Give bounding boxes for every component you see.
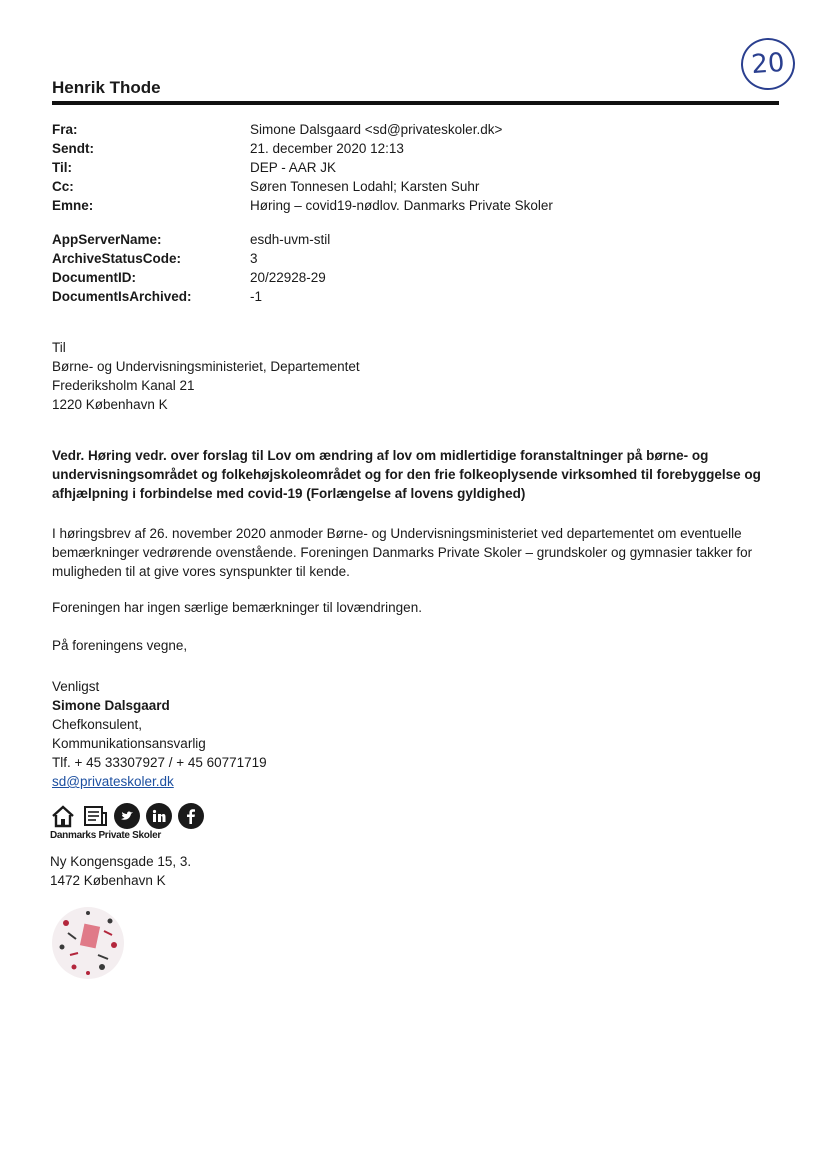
from-value: Simone Dalsgaard <sd@privateskoler.dk> (250, 122, 503, 137)
organization-logo (50, 830, 161, 841)
header-divider (52, 101, 779, 105)
archive-status-label: ArchiveStatusCode: (52, 251, 182, 266)
document-archived-value: -1 (250, 289, 263, 304)
document-archived-label: DocumentIsArchived: (52, 289, 192, 304)
body-paragraph: Foreningen har ingen særlige bemærkninger til lovændringen. (52, 599, 422, 615)
address-line: Til (52, 340, 66, 355)
from-label: Fra: (52, 122, 78, 137)
organization-logo-text: Danmarks Private Skoler (50, 830, 161, 841)
body-paragraph: På foreningens vegne, (52, 637, 188, 653)
recipient-address (52, 338, 782, 414)
organization-city: 1472 København K (50, 873, 166, 888)
linkedin-icon[interactable] (146, 803, 172, 829)
address-line: 1220 København K (52, 397, 168, 412)
subject-value: Høring – covid19-nødlov. Danmarks Private Skoler (250, 198, 553, 213)
signature-name: Simone Dalsgaard (52, 698, 170, 713)
cc-label: Cc: (52, 179, 74, 194)
sent-label: Sendt: (52, 141, 94, 156)
organization-address (50, 852, 191, 890)
home-icon[interactable] (50, 803, 76, 829)
to-label: Til: (52, 160, 72, 175)
email-metadata (52, 120, 690, 215)
subject-label: Emne: (52, 198, 94, 213)
sender-name-heading: Henrik Thode (52, 78, 161, 97)
document-id-value: 20/22928-29 (250, 270, 326, 285)
signature-phone: Tlf. + 45 33307927 / + 45 60771719 (52, 755, 267, 770)
cc-value: Søren Tonnesen Lodahl; Karsten Suhr (250, 179, 480, 194)
address-line: Frederiksholm Kanal 21 (52, 378, 195, 393)
newsletter-icon[interactable] (82, 803, 108, 829)
appserver-label: AppServerName: (52, 232, 162, 247)
to-value: DEP - AAR JK (250, 160, 337, 175)
signature-block (52, 677, 782, 791)
organization-street: Ny Kongensgade 15, 3. (50, 854, 192, 869)
appserver-value: esdh-uvm-stil (250, 232, 331, 247)
decorative-illustration (48, 903, 128, 983)
body-paragraph: I høringsbrev af 26. november 2020 anmoder Børne- og Undervisningsministeriet ved departementet om eventuelle bemærkninger vedrørende ovenstående. Foreningen Danmarks Private Skoler – grundskoler og gymnasier takker for muligheden til at give vores synspunkter til kende. (52, 525, 753, 579)
document-id-label: DocumentID: (52, 270, 136, 285)
twitter-icon[interactable] (114, 803, 140, 829)
signature-email-link[interactable]: sd@privateskoler.dk (52, 774, 174, 789)
archive-status-value: 3 (250, 251, 258, 266)
facebook-icon[interactable] (178, 803, 204, 829)
address-line: Børne- og Undervisningsministeriet, Departementet (52, 359, 360, 374)
signature-greeting: Venligst (52, 679, 100, 694)
archive-metadata (52, 230, 690, 306)
sent-value: 21. december 2020 12:13 (250, 141, 404, 156)
letter-subject: Vedr. Høring vedr. over forslag til Lov om ændring af lov om midlertidige foranstaltninger på børne- og undervisningsområdet og folkehøjskoleområdet og for den frie folkeoplysende virksomhed til forebyggelse og afhjælpning i forbindelse med covid-19 (Forlængelse af lovens gyldighed) (52, 447, 761, 501)
page-number-stamp: 20 (739, 36, 796, 92)
social-icons (50, 803, 204, 829)
signature-title: Kommunikationsansvarlig (52, 736, 206, 751)
signature-title: Chefkonsulent, (52, 717, 143, 732)
